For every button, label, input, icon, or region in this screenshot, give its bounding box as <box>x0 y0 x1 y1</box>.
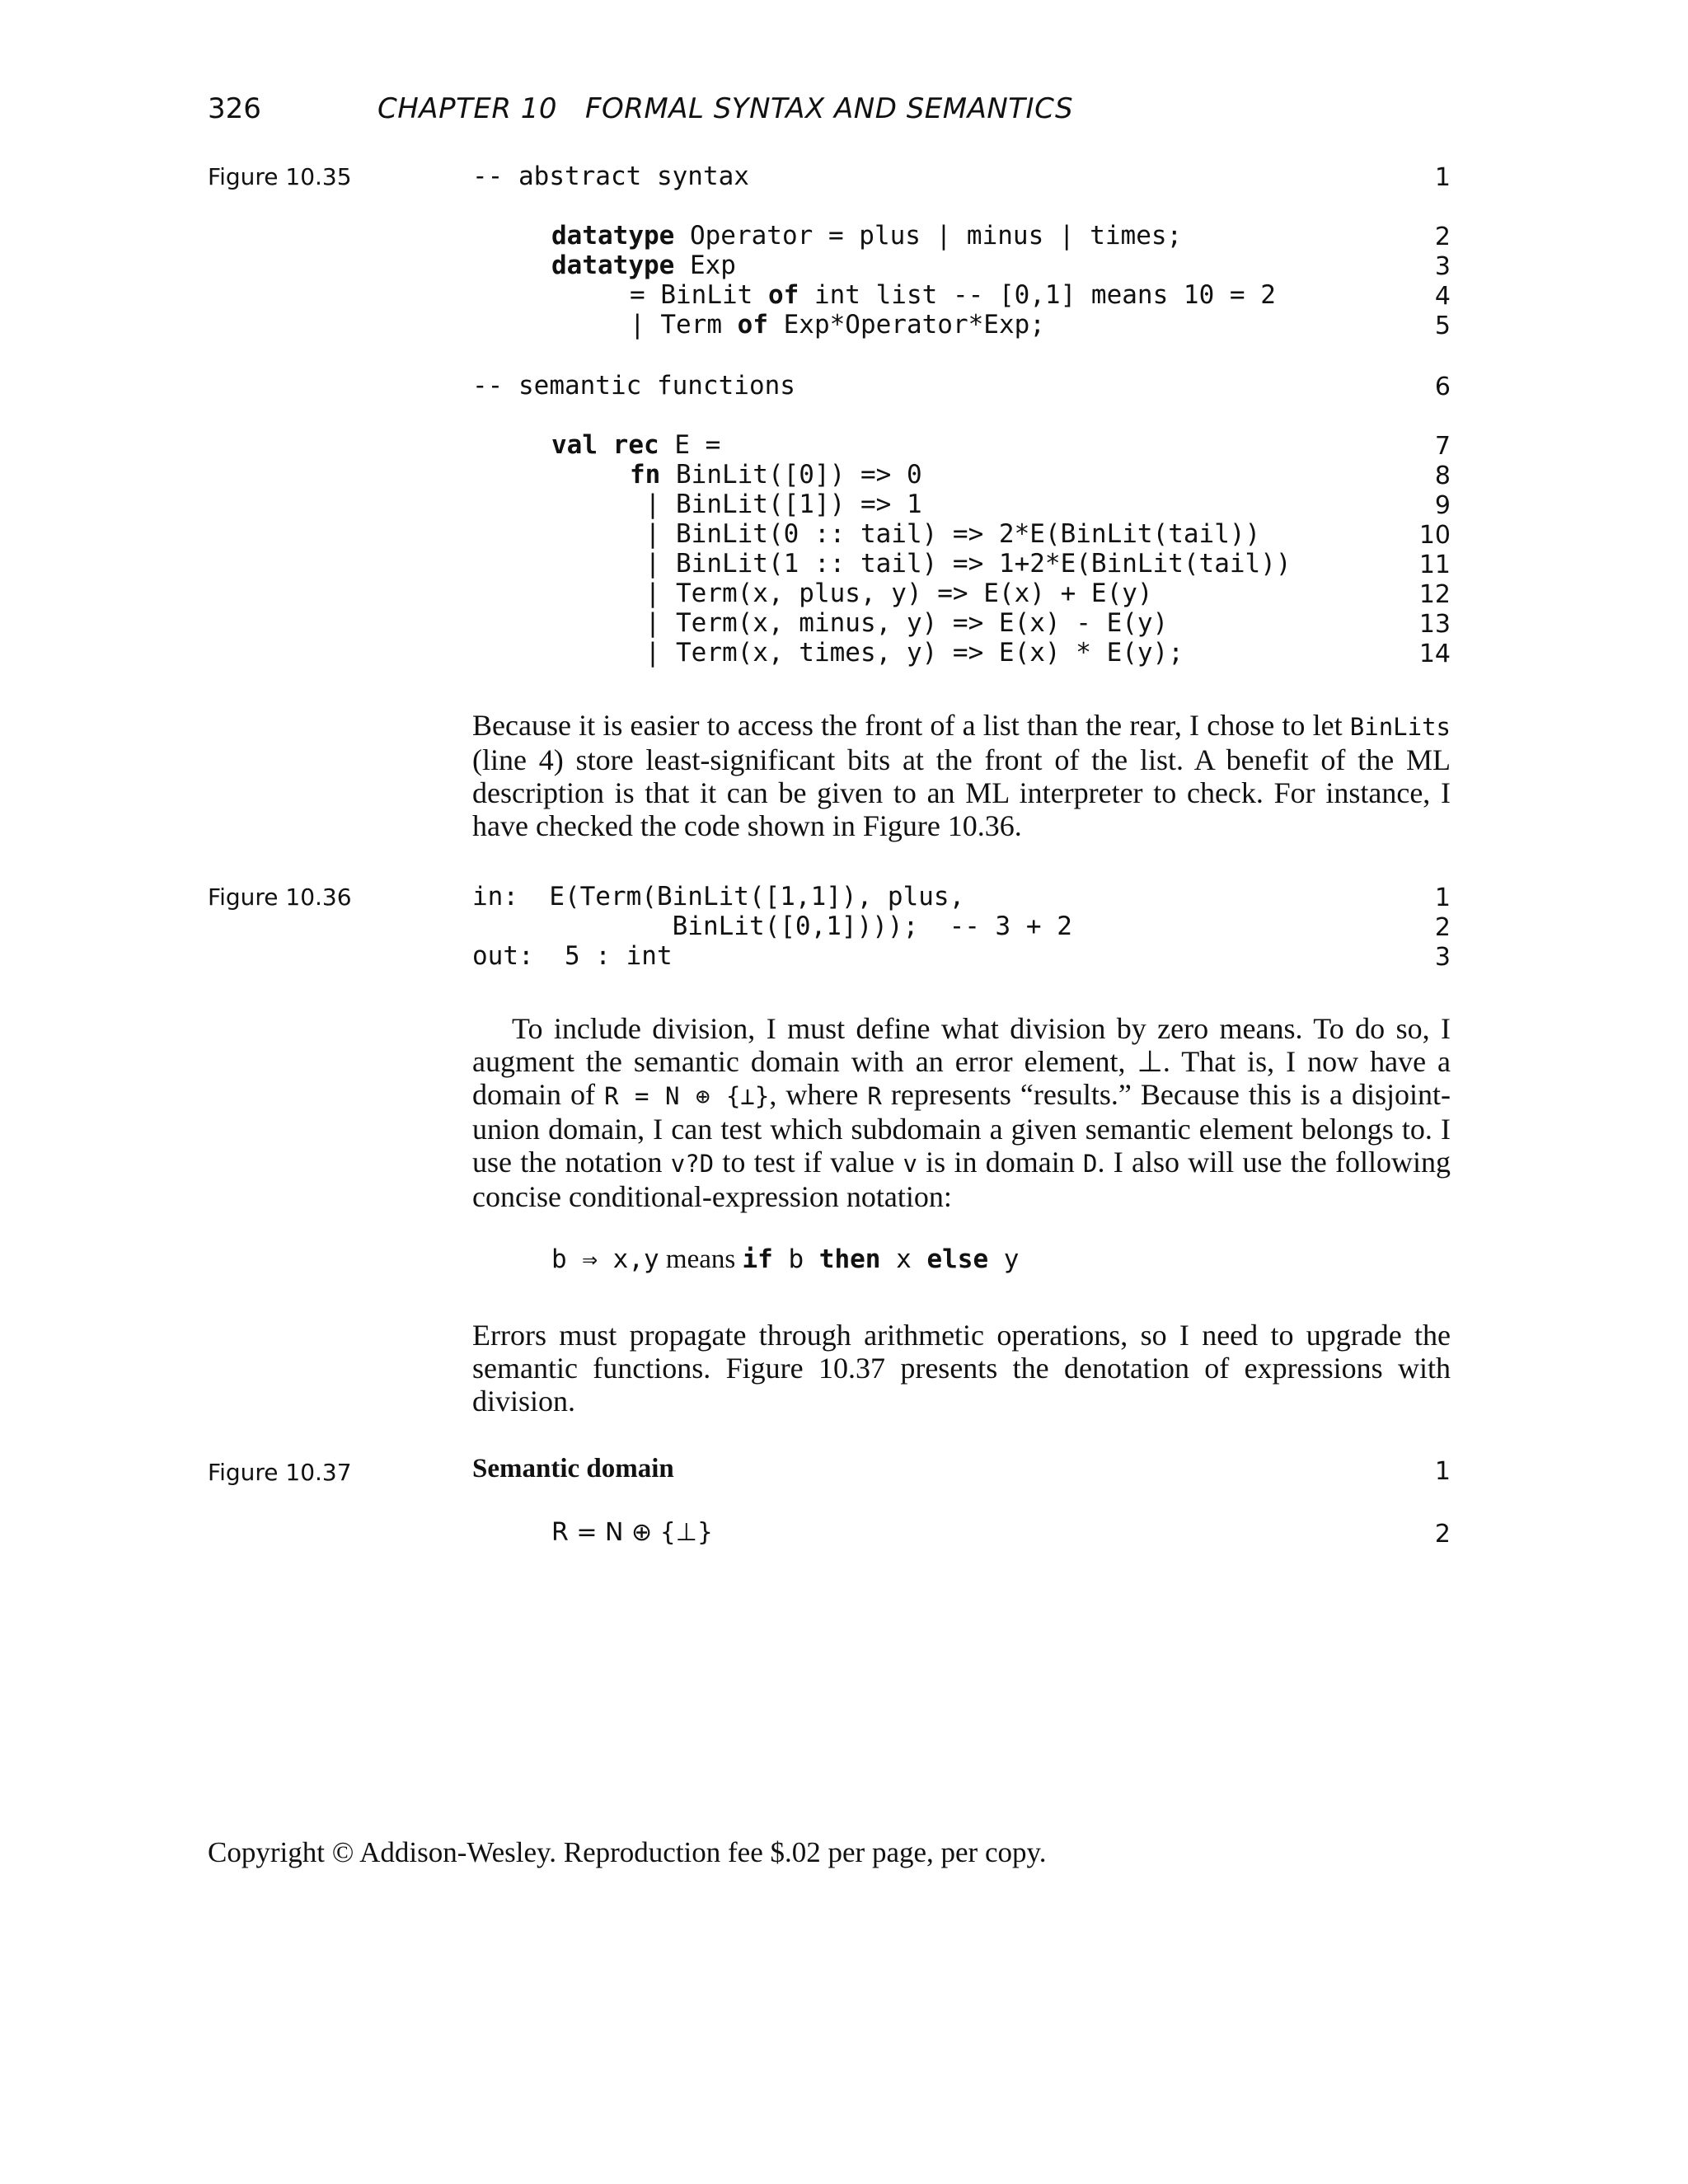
code-line <box>551 430 720 460</box>
figure-label: Figure 10.37 <box>208 1459 352 1486</box>
paragraph <box>472 709 1451 842</box>
code-line: | BinLit(0 :: tail) => 2*E(BinLit(tail)) <box>630 519 1261 549</box>
paragraph-text: . I also will use the following concise conditional-expression notation: <box>472 1146 1451 1213</box>
line-number: 8 <box>1434 462 1451 490</box>
copyright-footer: Copyright © Addison-Wesley. Reproduction fee $.02 per page, per copy. <box>208 1836 1047 1868</box>
keyword: val <box>551 430 598 460</box>
paragraph-text: to test if value <box>714 1146 903 1179</box>
paragraph-text: To include division, I must define what division by zero means. To do so, I augment the semantic domain with an error element, ⊥. That is, I now have a domain of <box>472 1012 1451 1111</box>
display-text: means <box>659 1244 743 1274</box>
code-line <box>551 251 736 280</box>
code-line: | BinLit(1 :: tail) => 1+2*E(BinLit(tail)) <box>630 549 1292 579</box>
code-line: in: E(Term(BinLit([1,1]), plus, <box>472 882 965 912</box>
chapter-title: CHAPTER 10 FORMAL SYNTAX AND SEMANTICS <box>377 92 1074 125</box>
line-number: 2 <box>1434 1520 1451 1549</box>
code-line: | Term(x, minus, y) => E(x) - E(y) <box>630 608 1169 638</box>
code-text: BinLit([0]) => 0 <box>660 460 922 490</box>
code-text: = BinLit <box>630 280 768 310</box>
line-number: 5 <box>1434 312 1451 340</box>
inline-code: D <box>1082 1150 1098 1178</box>
line-number: 3 <box>1434 252 1451 281</box>
inline-code: v?D <box>670 1150 715 1178</box>
keyword: fn <box>630 460 661 490</box>
code-line <box>630 460 922 490</box>
keyword: else <box>926 1244 989 1274</box>
keyword: rec <box>612 430 659 460</box>
equation: R = N ⊕ {⊥} <box>551 1518 714 1547</box>
code-text: E = <box>659 430 721 460</box>
line-number: 1 <box>1434 883 1451 912</box>
code-text: int list -- [0,1] means 10 = 2 <box>799 280 1276 310</box>
page-number: 326 <box>208 92 261 125</box>
code-line: -- abstract syntax <box>472 162 749 191</box>
paragraph-text: Because it is easier to access the front of a list than the rear, I chose to let <box>472 709 1350 742</box>
line-number: 12 <box>1418 580 1451 609</box>
code-line <box>551 221 1182 251</box>
line-number: 2 <box>1434 913 1451 942</box>
code-text: Exp <box>674 251 736 280</box>
paragraph: Errors must propagate through arithmetic operations, so I need to upgrade the semantic functions. Figure 10.37 presents the denotation of expressions with division. <box>472 1319 1451 1418</box>
line-number: 2 <box>1434 223 1451 251</box>
line-number: 9 <box>1434 491 1451 520</box>
code-text: b <box>772 1244 819 1274</box>
line-number: 10 <box>1418 521 1451 550</box>
code-line <box>630 280 1276 310</box>
code-line: -- semantic functions <box>472 371 795 401</box>
code-text: Exp*Operator*Exp; <box>767 310 1045 340</box>
keyword: datatype <box>551 251 675 280</box>
keyword: datatype <box>551 221 675 251</box>
inline-code: R = N ⊕ {⊥} <box>604 1082 770 1110</box>
inline-code: BinLits <box>1349 713 1451 741</box>
line-number: 3 <box>1434 943 1451 972</box>
figure-label: Figure 10.35 <box>208 163 352 190</box>
figure-label: Figure 10.36 <box>208 883 352 911</box>
paragraph-text: , where <box>769 1078 868 1111</box>
code-text: x <box>880 1244 927 1274</box>
paragraph-text: (line 4) store least-significant bits at the front of the list. A benefit of the ML description is that it can be given to an ML interpreter to check. For instance, I have checked the code shown in Figure 10.36. <box>472 743 1451 842</box>
line-number: 11 <box>1418 551 1451 579</box>
paragraph-text: is in domain <box>917 1146 1083 1179</box>
code-text: | Term <box>630 310 738 340</box>
code-line <box>630 310 1045 340</box>
code-line: out: 5 : int <box>472 941 673 971</box>
line-number: 4 <box>1434 282 1451 311</box>
paragraph <box>472 1012 1451 1213</box>
paragraph-text: represents “results.” Because this is a disjoint-union domain, I can test which subdomain a given semantic element belongs to. I use the notation <box>472 1078 1451 1179</box>
figure-caption: Semantic domain <box>472 1454 674 1483</box>
keyword: of <box>767 280 799 310</box>
code-line: | Term(x, plus, y) => E(x) + E(y) <box>630 579 1153 608</box>
conditional-notation <box>551 1244 1019 1275</box>
code-line: BinLit([0,1]))); -- 3 + 2 <box>472 912 1072 941</box>
code-text: y <box>988 1244 1020 1274</box>
keyword: if <box>742 1244 773 1274</box>
code-text: b ⇒ x,y <box>551 1244 659 1274</box>
line-number: 1 <box>1434 163 1451 192</box>
line-number: 7 <box>1434 432 1451 461</box>
line-number: 14 <box>1418 640 1451 668</box>
inline-code: v <box>903 1150 917 1178</box>
line-number: 1 <box>1434 1457 1451 1486</box>
code-line: | Term(x, times, y) => E(x) * E(y); <box>630 638 1184 668</box>
line-number: 13 <box>1418 610 1451 639</box>
keyword: then <box>818 1244 881 1274</box>
code-line: | BinLit([1]) => 1 <box>630 490 922 519</box>
code-text: Operator = plus | minus | times; <box>674 221 1183 251</box>
inline-code: R <box>867 1082 882 1110</box>
keyword: of <box>737 310 768 340</box>
line-number: 6 <box>1434 373 1451 401</box>
